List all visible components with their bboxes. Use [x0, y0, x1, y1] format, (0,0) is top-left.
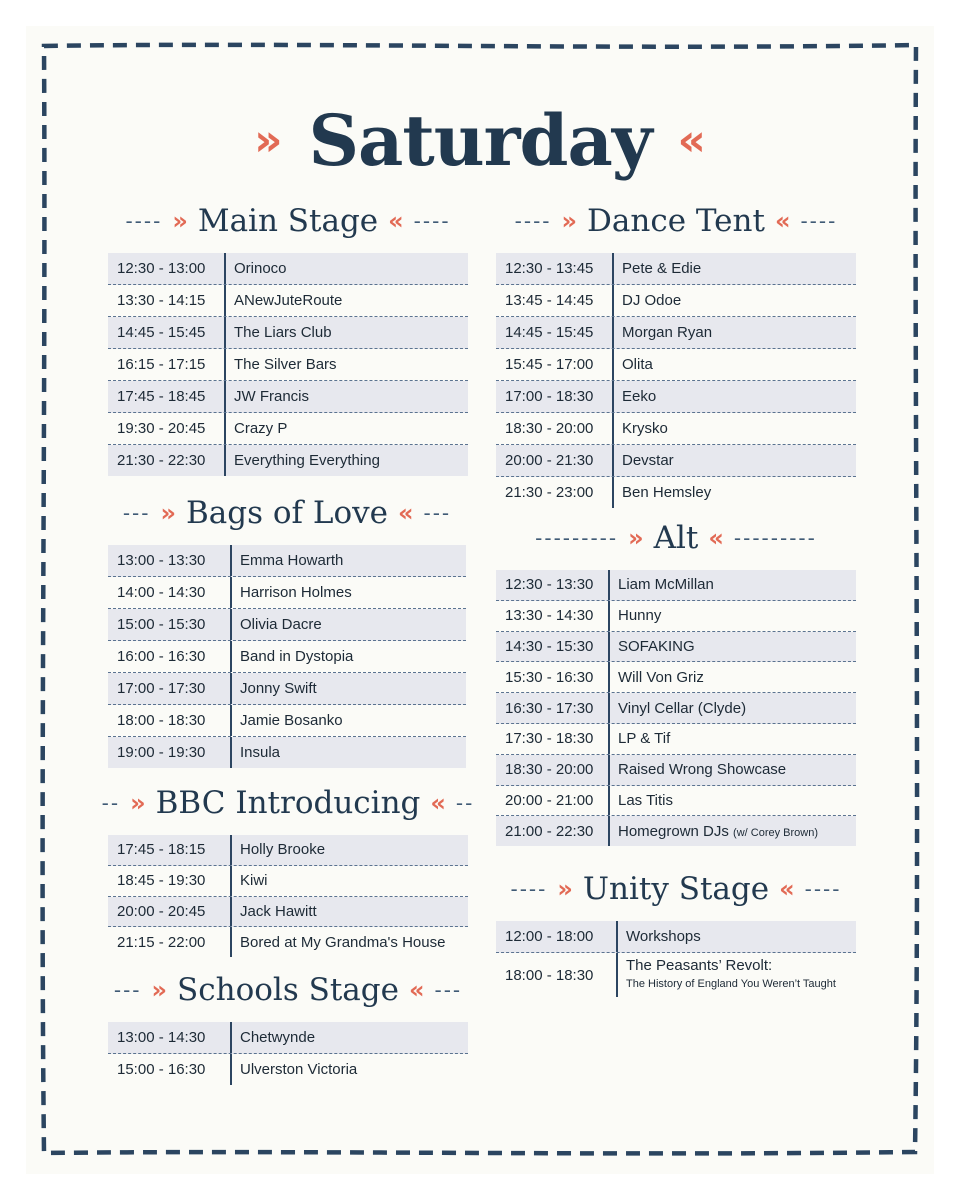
table-row	[108, 866, 468, 897]
act-name: Insula	[240, 744, 281, 761]
act-cell	[610, 638, 695, 655]
schedule-table	[496, 570, 856, 846]
act-cell	[232, 872, 268, 889]
chevron-right-icon: »	[172, 207, 188, 235]
time-slot: 21:30 - 23:00	[496, 477, 614, 508]
act-cell	[226, 356, 337, 373]
act-cell	[232, 1029, 315, 1046]
time-slot: 17:45 - 18:15	[108, 835, 232, 865]
act-name: Jack Hawitt	[240, 902, 317, 920]
time-slot: 17:00 - 17:30	[108, 673, 232, 704]
table-row	[108, 673, 466, 705]
time-slot: 17:45 - 18:45	[108, 381, 226, 412]
time-slot: 12:30 - 13:00	[108, 253, 226, 284]
stage-main	[108, 199, 468, 476]
table-row	[496, 632, 856, 663]
act-cell	[618, 928, 701, 945]
act-cell	[232, 934, 445, 951]
table-row	[108, 381, 468, 413]
chevron-right-icon: »	[561, 207, 578, 235]
time-slot: 16:15 - 17:15	[108, 349, 226, 380]
time-slot: 12:00 - 18:00	[496, 921, 618, 952]
table-row	[108, 1022, 468, 1054]
table-row	[496, 816, 856, 846]
section-heading: --- » Schools Stage « ---	[113, 972, 463, 1008]
act-name: Will Von Griz	[618, 668, 704, 686]
act-name: Morgan Ryan	[622, 324, 713, 341]
chevron-left-icon: «	[677, 114, 706, 166]
table-row	[108, 413, 468, 445]
table-row	[108, 545, 466, 577]
section-heading: --------- » Alt « ---------	[535, 520, 817, 556]
act-name: Emma Howarth	[240, 552, 344, 569]
time-slot: 20:00 - 20:45	[108, 897, 232, 927]
act-cell	[614, 260, 701, 277]
chevron-left-icon: «	[430, 789, 446, 817]
act-cell	[232, 680, 317, 697]
time-slot: 18:00 - 18:30	[108, 705, 232, 736]
time-slot: 21:15 - 22:00	[108, 927, 232, 957]
time-slot: 16:30 - 17:30	[496, 693, 610, 723]
time-slot: 20:00 - 21:30	[496, 445, 614, 476]
table-row	[108, 349, 468, 381]
act-name: Krysko	[622, 420, 668, 437]
stage-bbc-introducing	[101, 781, 475, 957]
act-cell	[618, 958, 836, 992]
chevron-left-icon: «	[779, 875, 795, 903]
act-name: LP & Tif	[618, 730, 671, 748]
act-cell	[232, 584, 352, 601]
stage-title: BBC Introducing	[155, 785, 421, 821]
time-slot: 18:30 - 20:00	[496, 413, 614, 444]
act-name: The Liars Club	[234, 324, 332, 341]
time-slot: 19:30 - 20:45	[108, 413, 226, 444]
act-cell	[610, 823, 818, 840]
act-name: Chetwynde	[240, 1029, 316, 1046]
chevron-left-icon: «	[397, 499, 414, 527]
act-cell	[232, 841, 325, 858]
act-cell	[232, 648, 353, 665]
stage-title: Bags of Love	[186, 495, 388, 531]
table-row	[108, 897, 468, 928]
act-name: Las Titis	[618, 791, 674, 809]
act-name: DJ Odoe	[622, 292, 682, 309]
act-cell	[610, 700, 746, 717]
time-slot: 15:30 - 16:30	[496, 662, 610, 692]
act-name: Harrison Holmes	[240, 584, 352, 601]
time-slot: 18:30 - 20:00	[496, 755, 610, 785]
act-name: Bored at My Grandma's House	[240, 933, 446, 951]
act-cell	[610, 792, 673, 809]
table-row	[496, 349, 856, 381]
section-heading: ---- » Main Stage « ----	[125, 203, 451, 239]
act-cell	[232, 616, 322, 633]
table-row	[496, 477, 856, 508]
time-slot: 21:00 - 22:30	[496, 816, 610, 846]
table-row	[108, 835, 468, 866]
time-slot: 14:30 - 15:30	[496, 632, 610, 662]
time-slot: 14:45 - 15:45	[496, 317, 614, 348]
time-slot: 14:45 - 15:45	[108, 317, 226, 348]
act-name: Holly Brooke	[240, 841, 326, 859]
section-heading: --- » Bags of Love « ---	[122, 495, 452, 531]
section-heading: ---- » Unity Stage « ----	[510, 871, 842, 907]
table-row	[496, 953, 856, 997]
chevron-right-icon: »	[151, 976, 168, 1004]
act-name: Pete & Edie	[622, 260, 702, 277]
act-cell	[226, 324, 332, 341]
stage-alt	[496, 516, 856, 846]
act-name: Homegrown DJs	[618, 822, 729, 840]
act-cell	[226, 452, 380, 469]
act-name: Olita	[622, 356, 653, 373]
time-slot: 13:30 - 14:15	[108, 285, 226, 316]
time-slot: 13:00 - 14:30	[108, 1022, 232, 1053]
act-name: The Peasants’ Revolt:	[626, 957, 773, 974]
time-slot: 13:00 - 13:30	[108, 545, 232, 576]
table-row	[108, 253, 468, 285]
act-name: Eeko	[622, 388, 657, 405]
act-cell	[610, 669, 704, 686]
table-row	[496, 693, 856, 724]
act-name: Workshops	[626, 928, 701, 945]
act-name: Liam McMillan	[618, 576, 714, 594]
time-slot: 14:00 - 14:30	[108, 577, 232, 608]
stage-unity	[496, 867, 856, 997]
act-cell	[614, 292, 681, 309]
table-row	[496, 724, 856, 755]
table-row	[496, 755, 856, 786]
table-row	[108, 737, 466, 768]
act-name: Vinyl Cellar (Clyde)	[618, 699, 747, 717]
table-row	[496, 445, 856, 477]
table-row	[496, 253, 856, 285]
schedule-table	[108, 253, 468, 476]
act-cell	[232, 903, 317, 920]
time-slot: 12:30 - 13:45	[496, 253, 614, 284]
time-slot: 16:00 - 16:30	[108, 641, 232, 672]
schedule-table	[496, 253, 856, 508]
table-row	[496, 662, 856, 693]
act-name: JW Francis	[234, 388, 309, 405]
act-name: Kiwi	[240, 872, 268, 890]
time-slot: 21:30 - 22:30	[108, 445, 226, 476]
chevron-right-icon: »	[628, 524, 644, 552]
act-name: Devstar	[622, 452, 674, 469]
act-cell	[614, 388, 656, 405]
schedule-table	[108, 545, 466, 768]
time-slot: 15:45 - 17:00	[496, 349, 614, 380]
title-text: Saturday	[308, 98, 652, 182]
act-cell	[226, 388, 309, 405]
act-name: Ulverston Victoria	[240, 1061, 358, 1078]
act-name: Band in Dystopia	[240, 648, 354, 665]
time-slot: 17:30 - 18:30	[496, 724, 610, 754]
stage-bags-of-love	[108, 491, 466, 768]
time-slot: 12:30 - 13:30	[496, 570, 610, 600]
stage-schools	[108, 968, 468, 1085]
time-slot: 18:00 - 18:30	[496, 953, 618, 997]
act-name: Olivia Dacre	[240, 616, 322, 633]
act-cell	[614, 324, 712, 341]
act-cell	[614, 420, 668, 437]
chevron-left-icon: «	[388, 207, 404, 235]
act-note: (w/ Corey Brown)	[733, 826, 819, 839]
table-row	[108, 317, 468, 349]
table-row	[496, 570, 856, 601]
table-row	[496, 601, 856, 632]
table-row	[108, 1054, 468, 1085]
time-slot: 19:00 - 19:30	[108, 737, 232, 768]
act-cell	[610, 761, 786, 778]
table-row	[108, 641, 466, 673]
time-slot: 17:00 - 18:30	[496, 381, 614, 412]
act-cell	[610, 607, 661, 624]
chevron-left-icon: «	[408, 976, 425, 1004]
act-cell	[610, 730, 670, 747]
act-cell	[614, 452, 674, 469]
section-heading: ---- » Dance Tent « ----	[514, 203, 838, 239]
schedule-table	[108, 835, 468, 957]
stage-title: Alt	[653, 520, 699, 556]
act-name: Ben Hemsley	[622, 484, 712, 501]
act-name: Orinoco	[234, 260, 287, 277]
act-cell	[614, 484, 711, 501]
page-title	[0, 92, 960, 188]
act-name: ANewJuteRoute	[234, 292, 343, 309]
stage-title: Main Stage	[197, 203, 379, 239]
chevron-right-icon: »	[130, 789, 146, 817]
act-cell	[226, 260, 287, 277]
table-row	[496, 285, 856, 317]
act-name: Jonny Swift	[240, 680, 317, 697]
act-cell	[232, 552, 343, 569]
act-subtitle: The History of England You Weren’t Taught	[626, 978, 836, 990]
act-name: SOFAKING	[618, 637, 695, 655]
act-name: Raised Wrong Showcase	[618, 761, 787, 779]
act-cell	[232, 1061, 357, 1078]
stage-title: Dance Tent	[587, 203, 765, 239]
act-name: Everything Everything	[234, 452, 380, 469]
act-cell	[610, 576, 714, 593]
time-slot: 18:45 - 19:30	[108, 866, 232, 896]
table-row	[496, 381, 856, 413]
chevron-right-icon: »	[160, 499, 176, 527]
act-name: The Silver Bars	[234, 356, 337, 373]
table-row	[108, 609, 466, 641]
table-row	[108, 285, 468, 317]
act-name: Jamie Bosanko	[240, 712, 343, 729]
act-cell	[232, 712, 343, 729]
chevron-right-icon: »	[557, 875, 573, 903]
time-slot: 15:00 - 16:30	[108, 1054, 232, 1085]
chevron-left-icon: «	[774, 207, 791, 235]
schedule-table	[496, 921, 856, 997]
time-slot: 13:45 - 14:45	[496, 285, 614, 316]
table-row	[496, 317, 856, 349]
time-slot: 15:00 - 15:30	[108, 609, 232, 640]
time-slot: 13:30 - 14:30	[496, 601, 610, 631]
stage-title: Schools Stage	[177, 972, 399, 1008]
act-cell	[232, 744, 280, 761]
chevron-right-icon: »	[254, 114, 283, 166]
act-name: Crazy P	[234, 420, 288, 437]
stage-title: Unity Stage	[582, 871, 770, 907]
time-slot: 20:00 - 21:00	[496, 786, 610, 816]
table-row	[108, 445, 468, 476]
table-row	[496, 921, 856, 953]
schedule-table	[108, 1022, 468, 1085]
table-row	[108, 705, 466, 737]
act-cell	[226, 420, 287, 437]
act-cell	[226, 292, 342, 309]
table-row	[108, 927, 468, 957]
table-row	[496, 413, 856, 445]
chevron-left-icon: «	[708, 524, 724, 552]
stage-dance-tent	[496, 199, 856, 508]
act-name: Hunny	[618, 607, 662, 625]
section-heading: -- » BBC Introducing « --	[101, 785, 475, 821]
table-row	[496, 786, 856, 817]
table-row	[108, 577, 466, 609]
act-cell	[614, 356, 653, 373]
